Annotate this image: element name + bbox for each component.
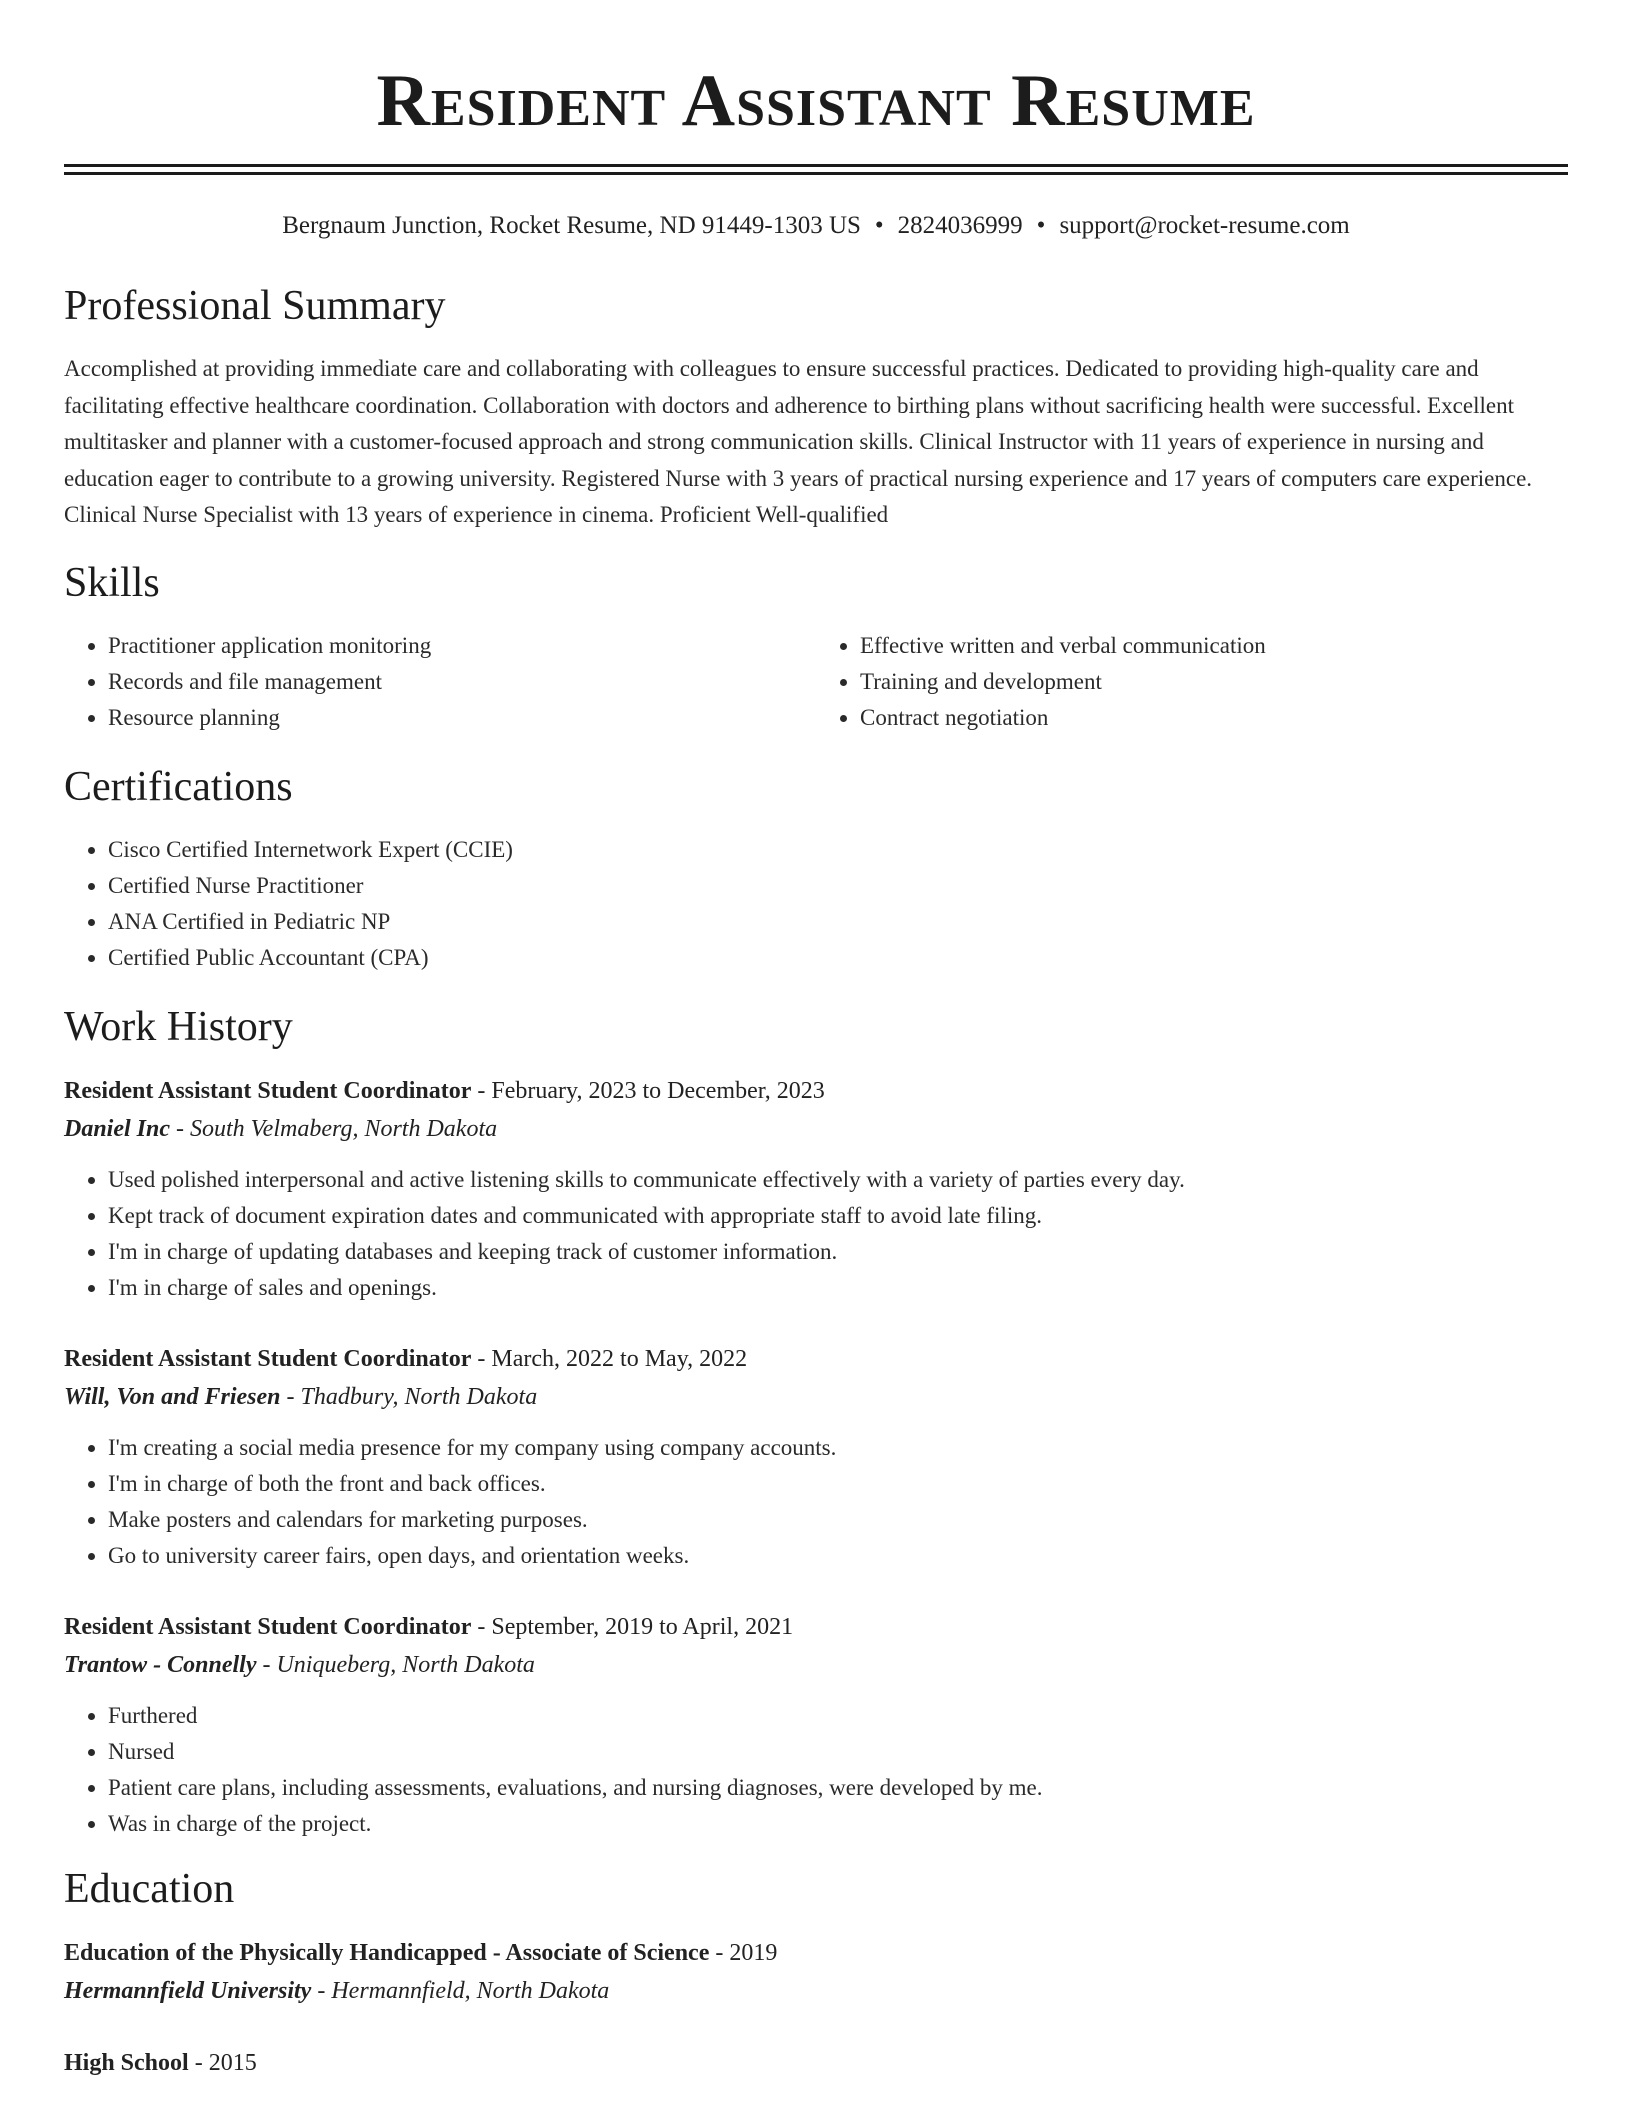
job-dates: September, 2019 to April, 2021 — [491, 1613, 794, 1640]
job-title-line: Resident Assistant Student Coordinator - February, 2023 to December, 2023 — [64, 1077, 825, 1104]
skill-item: • Practitioner application monitoring — [108, 628, 816, 664]
job-bullet: • Go to university career fairs, open days, and orientation weeks. — [108, 1538, 1568, 1574]
contact-phone: 2824036999 — [897, 212, 1023, 239]
school-name: Hermannfield University — [64, 1977, 312, 2004]
contact-separator: • — [1036, 212, 1046, 239]
job-bullet: • Nursed — [108, 1734, 1568, 1770]
company-name: Daniel Inc — [64, 1115, 171, 1142]
certifications-list — [64, 832, 1568, 976]
skill-item: • Contract negotiation — [860, 700, 1568, 736]
job-dates: March, 2022 to May, 2022 — [491, 1345, 748, 1372]
company-location: Thadbury, North Dakota — [300, 1383, 538, 1410]
job-bullet: • Patient care plans, including assessments, evaluations, and nursing diagnoses, were developed by me. — [108, 1770, 1568, 1806]
company-line: Will, Von and Friesen - Thadbury, North Dakota — [64, 1383, 538, 1410]
job-title-line: Resident Assistant Student Coordinator - March, 2022 to May, 2022 — [64, 1345, 748, 1372]
summary-text: Accomplished at providing immediate care and collaborating with colleagues to ensure successful practices. Dedicated to providing high-quality care and facilitating effective healthcare coordination. Collaboration with doctors and adherence to birthing plans without sacrificing health were successful. Excellent multitasker and planner with a customer-focused approach and strong communication skills. Clinical Instructor with 11 years of experience in nursing and education eager to contribute to a growing university. Registered Nurse with 3 years of practical nursing experience and 17 years of computers care experience. Clinical Nurse Specialist with 13 years of experience in cinema. Proficient Well-qualified — [64, 356, 1533, 527]
company-name: Will, Von and Friesen — [64, 1383, 281, 1410]
skills-list-left — [64, 628, 816, 736]
degree-line: Education of the Physically Handicapped - Associate of Science - 2019 — [64, 1939, 778, 1966]
degree-name: High School — [64, 2049, 189, 2076]
contact-address: Bergnaum Junction, Rocket Resume, ND 91449-1303 US — [282, 212, 861, 239]
job-title-line: Resident Assistant Student Coordinator - September, 2019 to April, 2021 — [64, 1613, 794, 1640]
resume-title: Resident Assistant Resume — [376, 60, 1256, 142]
summary-heading: Professional Summary — [64, 283, 446, 329]
education-entry — [64, 2044, 1568, 2082]
job-bullet: • I'm in charge of updating databases and keeping track of customer information. — [108, 1234, 1568, 1270]
job-bullet: • Furthered — [108, 1698, 1568, 1734]
skills-heading: Skills — [64, 559, 160, 606]
degree-year: 2015 — [208, 2049, 257, 2076]
certifications-heading: Certifications — [64, 763, 293, 810]
certification-item: • ANA Certified in Pediatric NP — [108, 904, 1568, 940]
certification-item: • Cisco Certified Internetwork Expert (CCIE) — [108, 832, 1568, 868]
education-entry — [64, 1934, 1568, 2010]
job-title: Resident Assistant Student Coordinator — [64, 1077, 472, 1104]
skill-item: • Effective written and verbal communication — [860, 628, 1568, 664]
job-bullet: • Kept track of document expiration dates and communicated with appropriate staff to avoid late filing. — [108, 1198, 1568, 1234]
company-line: Trantow - Connelly - Uniqueberg, North Dakota — [64, 1651, 535, 1678]
job-bullets — [64, 1698, 1568, 1842]
title-divider — [64, 164, 1568, 175]
school-line: Hermannfield University - Hermannfield, North Dakota — [64, 1977, 610, 2004]
school-location: Hermannfield, North Dakota — [331, 1977, 610, 2004]
job-bullet: • Used polished interpersonal and active listening skills to communicate effectively with a variety of parties every day. — [108, 1162, 1568, 1198]
job-bullets — [64, 1430, 1568, 1574]
skills-columns — [64, 628, 1568, 736]
degree-line: High School - 2015 — [64, 2049, 257, 2076]
work-history-heading: Work History — [64, 1003, 293, 1050]
contact-line — [64, 211, 1568, 241]
job-dates: February, 2023 to December, 2023 — [491, 1077, 825, 1104]
job-bullet: • I'm in charge of both the front and back offices. — [108, 1466, 1568, 1502]
job-bullet: • I'm in charge of sales and openings. — [108, 1270, 1568, 1306]
job-bullet: • Make posters and calendars for marketing purposes. — [108, 1502, 1568, 1538]
certification-item: • Certified Public Accountant (CPA) — [108, 940, 1568, 976]
contact-separator: • — [874, 212, 884, 239]
job-title: Resident Assistant Student Coordinator — [64, 1613, 472, 1640]
company-location: Uniqueberg, North Dakota — [276, 1651, 535, 1678]
job-bullet: • I'm creating a social media presence for my company using company accounts. — [108, 1430, 1568, 1466]
skill-item: • Records and file management — [108, 664, 816, 700]
certification-item: • Certified Nurse Practitioner — [108, 868, 1568, 904]
job-bullets — [64, 1162, 1568, 1306]
company-line: Daniel Inc - South Velmaberg, North Dakota — [64, 1115, 498, 1142]
job-entry — [64, 1072, 1568, 1306]
contact-email: support@rocket-resume.com — [1059, 212, 1350, 239]
company-location: South Velmaberg, North Dakota — [190, 1115, 498, 1142]
skill-item: • Training and development — [860, 664, 1568, 700]
job-entry — [64, 1608, 1568, 1842]
degree-year: 2019 — [729, 1939, 778, 1966]
education-heading: Education — [64, 1865, 235, 1912]
company-name: Trantow - Connelly — [64, 1651, 257, 1678]
skills-list-right — [816, 628, 1568, 736]
skill-item: • Resource planning — [108, 700, 816, 736]
job-title: Resident Assistant Student Coordinator — [64, 1345, 472, 1372]
job-bullet: • Was in charge of the project. — [108, 1806, 1568, 1842]
job-entry — [64, 1340, 1568, 1574]
degree-name: Education of the Physically Handicapped - Associate of Science — [64, 1939, 710, 1966]
